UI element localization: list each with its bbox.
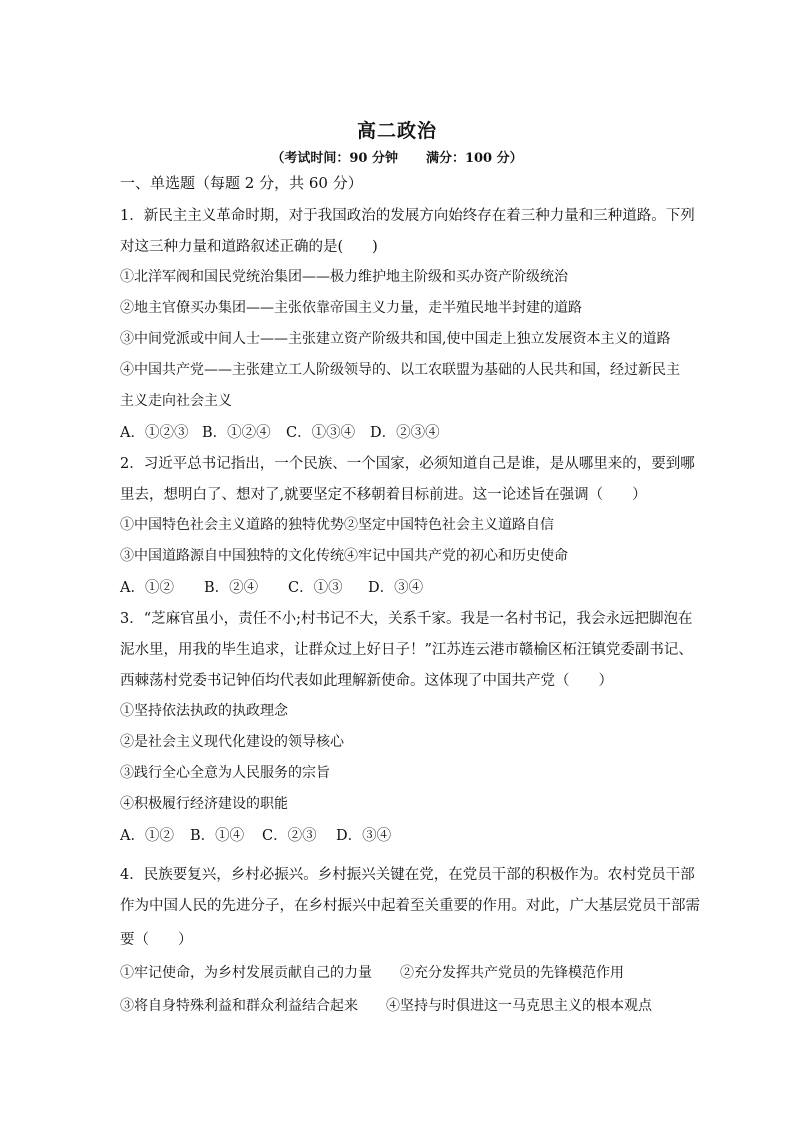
question-3-option-4: ④积极履行经济建设的职能 xyxy=(120,796,288,812)
question-2-option-2: ③中国道路源自中国独特的文化传统④牢记中国共产党的初心和历史使命 xyxy=(120,548,568,564)
choice-b: B．①②④ xyxy=(202,425,271,441)
question-2-option-1: ①中国特色社会主义道路的独特优势②坚定中国特色社会主义道路自信 xyxy=(120,517,554,533)
exam-info xyxy=(0,147,794,166)
question-4-option-row-2: ③将自身特殊利益和群众利益结合起来 ④坚持与时俱进这一马克思主义的根本观点 xyxy=(120,998,652,1014)
choice-c: C．①③④ xyxy=(286,425,356,441)
question-4-stem-line-1: 4．民族要复兴，乡村必振兴。乡村振兴关键在党，在党员干部的积极作为。农村党员干部 xyxy=(120,867,695,883)
question-4-stem-line-2: 作为中国人民的先进分子，在乡村振兴中起着至关重要的作用。对此，广大基层党员干部需 xyxy=(120,898,700,914)
question-3-option-2: ②是社会主义现代化建设的领导核心 xyxy=(120,734,344,750)
question-4-stem-line-3: 要（ ） xyxy=(120,932,193,948)
choice-b: B．②④ xyxy=(204,580,259,596)
question-1-stem-line-2: 对这三种力量和道路叙述正确的是( ) xyxy=(120,239,378,255)
question-2-stem-line-2: 里去，想明白了、想对了,就要坚定不移朝着目标前进。这一论述旨在强调（ ） xyxy=(120,487,647,503)
question-1-option-1: ①北洋军阀和国民党统治集团——极力维护地主阶级和买办资产阶级统治 xyxy=(120,269,568,285)
question-1-option-3: ③中间党派或中间人士——主张建立资产阶级共和国,使中国走上独立发展资本主义的道路 xyxy=(120,331,671,347)
choice-c: C．①③ xyxy=(288,580,343,596)
question-3-stem-line-2: 泥水里，用我的毕生追求，让群众过上好日子！”江苏连云港市赣榆区柘汪镇党委副书记、 xyxy=(120,642,693,658)
choice-d: D．③④ xyxy=(336,828,392,844)
exam-time: （考试时间：90 分钟 xyxy=(271,151,398,166)
choice-b: B．①④ xyxy=(190,828,245,844)
question-1-stem-line-1: 1．新民主主义革命时期，对于我国政治的发展方向始终存在着三种力量和三种道路。下列 xyxy=(120,208,695,224)
choice-d: D．②③④ xyxy=(370,425,440,441)
question-3-option-1: ①坚持依法执政的执政理念 xyxy=(120,703,288,719)
question-2-choices xyxy=(120,576,423,597)
page-title: 高二政治 xyxy=(356,120,437,142)
choice-d: D．③④ xyxy=(368,580,424,596)
choice-a: A．①②③ xyxy=(120,425,189,441)
choice-a: A．①② xyxy=(120,580,174,596)
question-3-stem-line-1: 3．“芝麻官虽小，责任不小;村书记不大，关系千家。我是一名村书记，我会永远把脚泡在 xyxy=(120,611,693,627)
choice-a: A．①② xyxy=(120,828,174,844)
question-3-choices xyxy=(120,824,391,845)
question-3-option-3: ③践行全心全意为人民服务的宗旨 xyxy=(120,765,330,781)
question-1-option-2: ②地主官僚买办集团——主张依靠帝国主义力量，走半殖民地半封建的道路 xyxy=(120,300,582,316)
question-1-option-4: ④中国共产党——主张建立工人阶级领导的、以工农联盟为基础的人民共和国，经过新民主 xyxy=(120,362,680,378)
question-1-option-4-cont: 主义走向社会主义 xyxy=(120,393,232,409)
question-2-stem-line-1: 2．习近平总书记指出，一个民族、一个国家，必须知道自己是谁，是从哪里来的，要到哪 xyxy=(120,456,695,472)
choice-c: C．②③ xyxy=(262,828,317,844)
question-4-option-row-1: ①牢记使命，为乡村发展贡献自己的力量 ②充分发挥共产党员的先锋模范作用 xyxy=(120,965,624,981)
question-3-stem-line-3: 西棘荡村党委书记钟佰均代表如此理解新使命。这体现了中国共产党（ ） xyxy=(120,673,613,689)
section-heading: 一、单选题（每题 2 分，共 60 分） xyxy=(120,174,363,192)
question-1-choices xyxy=(120,421,440,442)
exam-score: 满分：100 分） xyxy=(425,151,523,166)
